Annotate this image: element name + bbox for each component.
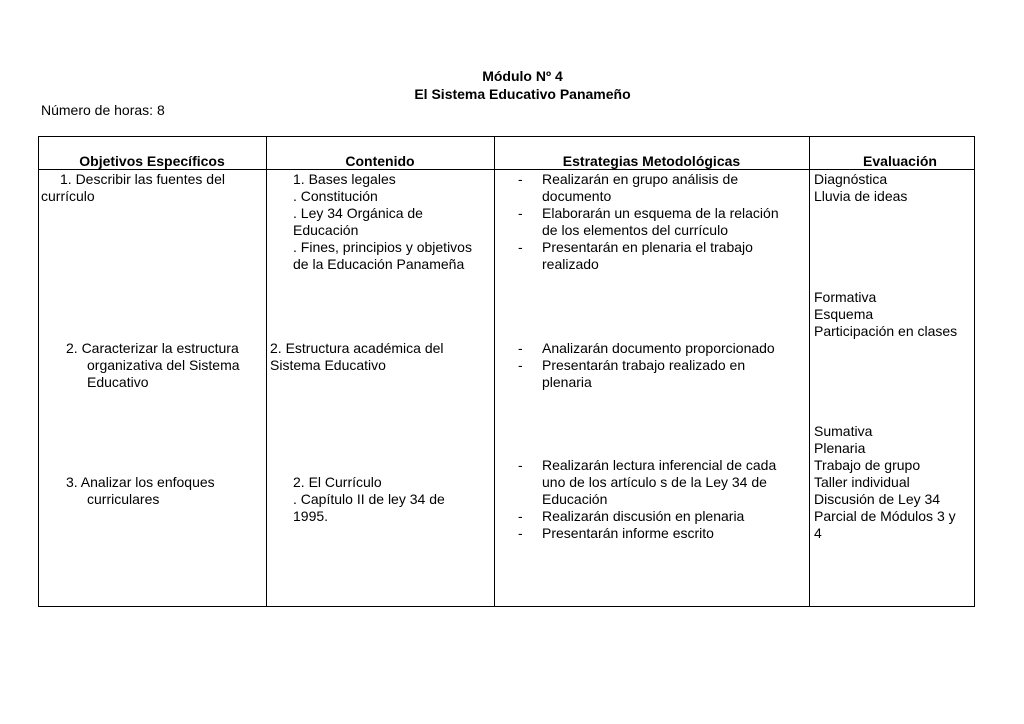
list-item xyxy=(518,205,779,239)
module-subtitle: El Sistema Educativo Panameño xyxy=(414,86,631,102)
strategies-1 xyxy=(518,171,779,273)
objective-1-line: 1. Describir las fuentes del xyxy=(60,171,225,187)
header-evaluation: Evaluación xyxy=(863,153,937,169)
strategy-text: Realizarán discusión en plenaria xyxy=(542,508,745,524)
evaluation-3-line: Discusión de Ley 34 xyxy=(814,491,941,507)
content-1-line: . Ley 34 Orgánica de xyxy=(293,205,423,221)
content-1-line: . Constitución xyxy=(293,188,378,204)
strategy-text: plenaria xyxy=(542,374,592,390)
evaluation-2-line: Esquema xyxy=(814,306,874,322)
module-title: Módulo Nº 4 xyxy=(482,68,563,84)
content-1 xyxy=(293,171,472,273)
bullet: - xyxy=(518,525,523,541)
evaluation-3-line: Parcial de Módulos 3 y xyxy=(814,508,956,524)
header-objectives: Objetivos Específicos xyxy=(79,153,225,169)
objective-2-line: 2. Caracterizar la estructura xyxy=(66,340,239,356)
evaluation-3-line: 4 xyxy=(814,525,822,541)
strategy-text: de los elementos del currículo xyxy=(542,222,728,238)
header-strategies: Estrategias Metodológicas xyxy=(562,153,741,169)
title-block xyxy=(0,67,1024,103)
column-divider xyxy=(266,136,267,607)
content-2-line: Sistema Educativo xyxy=(270,357,386,373)
evaluation-2-line: Formativa xyxy=(814,289,877,305)
content-2 xyxy=(270,340,444,374)
objective-1 xyxy=(41,171,225,205)
content-3-line: . Capítulo II de ley 34 de xyxy=(293,491,445,507)
list-item xyxy=(518,357,775,391)
list-item xyxy=(518,525,776,542)
evaluation-1 xyxy=(814,171,907,205)
strategy-text: Analizarán documento proporcionado xyxy=(542,340,775,356)
content-3-line: 1995. xyxy=(293,508,329,524)
evaluation-2-line: Participación en clases xyxy=(814,323,958,339)
content-1-line: de la Educación Panameña xyxy=(293,256,465,272)
strategy-text: Presentarán informe escrito xyxy=(542,525,714,541)
strategy-text: realizado xyxy=(542,256,599,272)
strategy-text: Realizarán en grupo análisis de xyxy=(542,171,739,187)
objective-2-line: organizativa del Sistema xyxy=(87,357,240,373)
evaluation-3-line: Plenaria xyxy=(814,440,866,456)
strategies-3 xyxy=(518,457,777,542)
list-item xyxy=(518,508,776,525)
evaluation-3-line: Taller individual xyxy=(814,474,910,490)
objective-3-line: 3. Analizar los enfoques xyxy=(66,474,215,490)
evaluation-3-line: Trabajo de grupo xyxy=(814,457,921,473)
content-1-line: . Fines, principios y objetivos xyxy=(293,239,472,255)
content-1-line: Educación xyxy=(293,222,359,238)
content-2-line: 2. Estructura académica del xyxy=(270,340,444,356)
column-divider xyxy=(494,136,495,607)
evaluation-2 xyxy=(814,289,957,340)
objective-3-line: curriculares xyxy=(87,491,160,507)
evaluation-3-line: Sumativa xyxy=(814,423,873,439)
evaluation-1-line: Diagnóstica xyxy=(814,171,888,187)
strategy-text: Presentarán trabajo realizado en xyxy=(542,357,746,373)
content-3-line: 2. El Currículo xyxy=(293,474,382,490)
strategies-2 xyxy=(518,340,775,391)
strategy-text: Educación xyxy=(542,491,608,507)
bullet: - xyxy=(518,508,523,524)
objective-2-line: Educativo xyxy=(87,374,149,390)
list-item xyxy=(518,171,779,205)
header-content: Contenido xyxy=(345,153,415,169)
bullet: - xyxy=(518,205,523,221)
content-3 xyxy=(293,474,445,525)
strategy-text: documento xyxy=(542,188,612,204)
bullet: - xyxy=(518,239,523,255)
list-item xyxy=(518,340,775,357)
column-divider xyxy=(809,136,810,607)
list-item xyxy=(518,457,777,508)
bullet: - xyxy=(518,457,523,473)
objective-1-line: currículo xyxy=(41,188,95,204)
strategy-text: Realizarán lectura inferencial de cada xyxy=(542,457,777,473)
list-item xyxy=(518,239,779,273)
bullet: - xyxy=(518,171,523,187)
objective-2 xyxy=(66,340,240,391)
bullet: - xyxy=(518,340,523,356)
evaluation-1-line: Lluvia de ideas xyxy=(814,188,908,204)
strategy-text: uno de los artículo s de la Ley 34 de xyxy=(542,474,767,490)
objective-3 xyxy=(66,474,215,508)
bullet: - xyxy=(518,357,523,373)
hours-label: Número de horas: 8 xyxy=(41,102,165,118)
evaluation-3 xyxy=(814,423,956,542)
content-1-line: 1. Bases legales xyxy=(293,171,396,187)
strategy-text: Elaborarán un esquema de la relación xyxy=(542,205,779,221)
strategy-text: Presentarán en plenaria el trabajo xyxy=(542,239,753,255)
